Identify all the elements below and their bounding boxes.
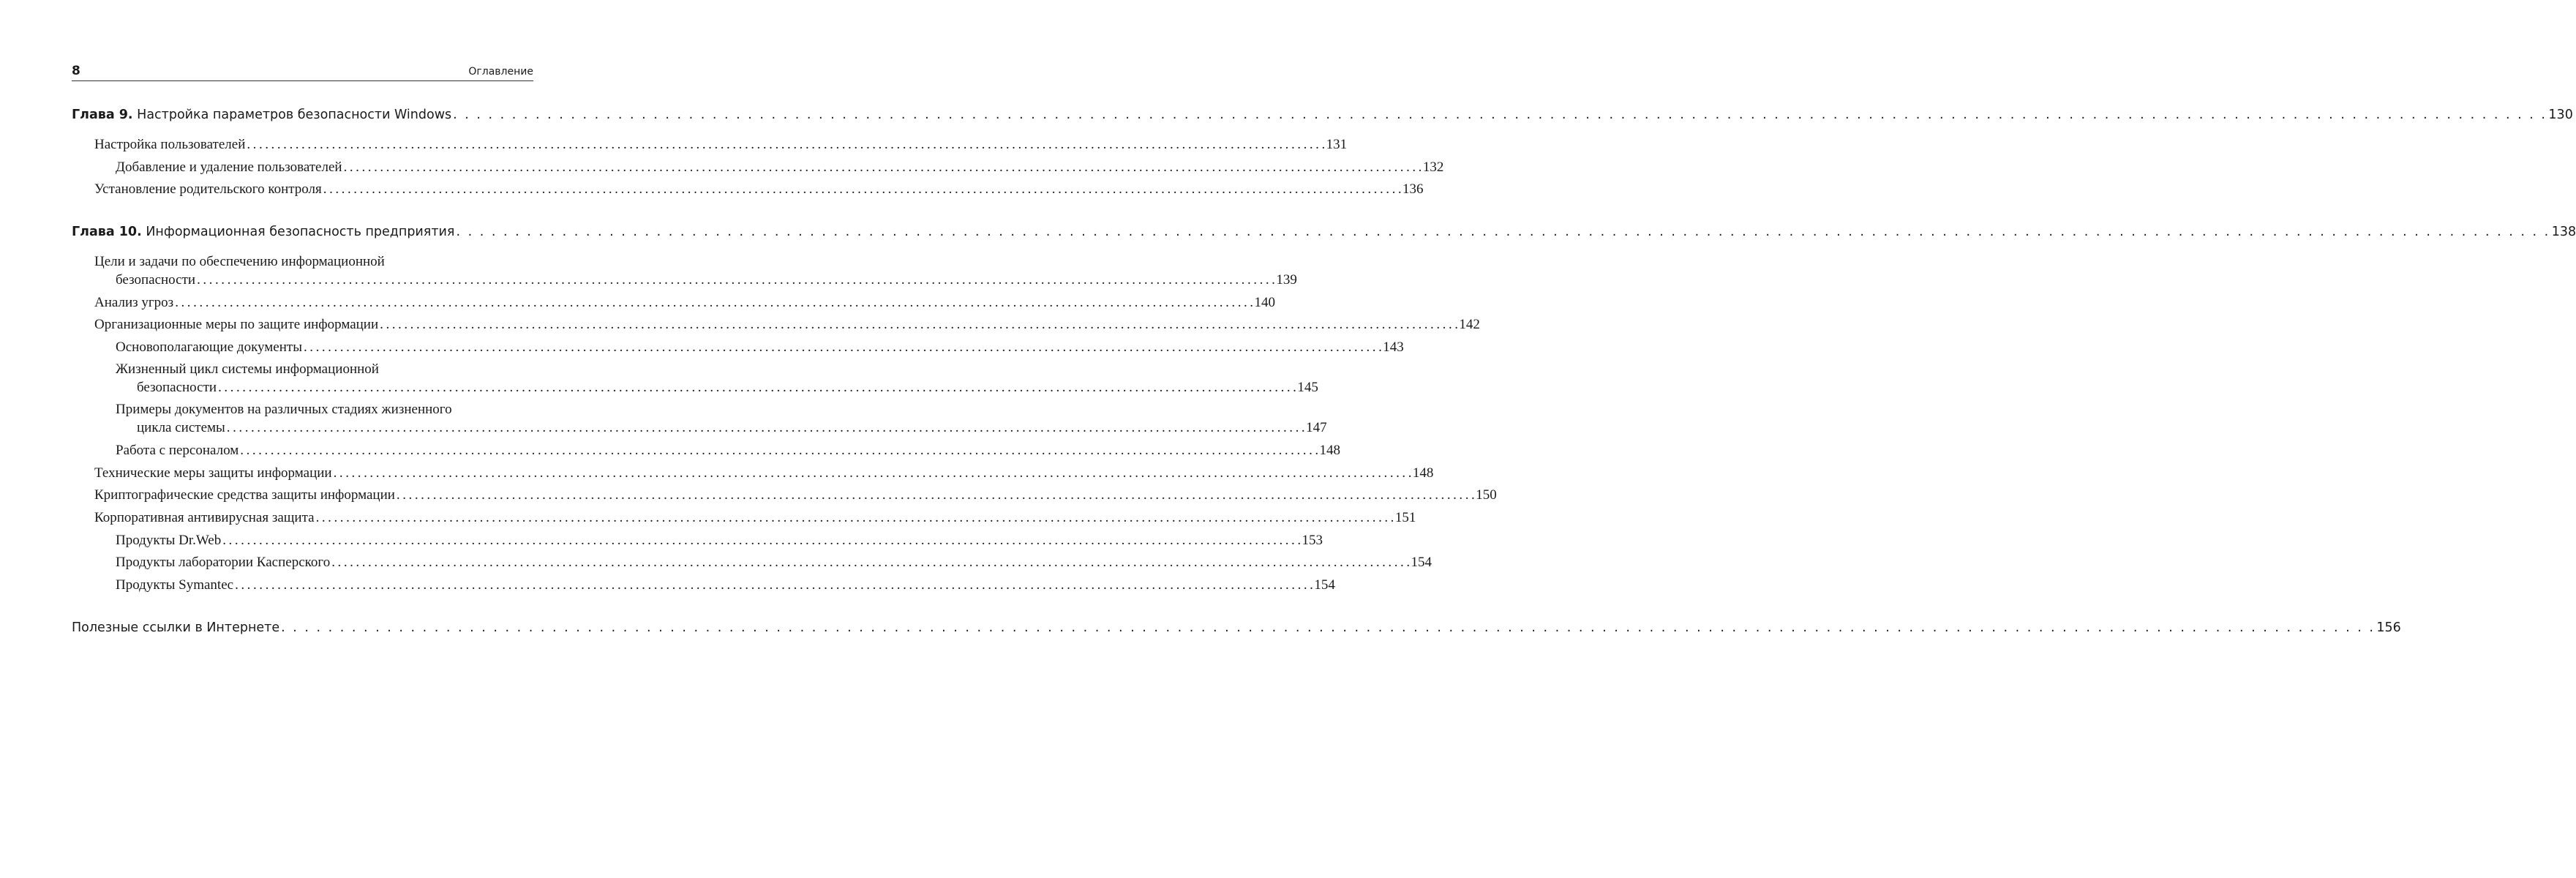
page-ref: 142 [1459,317,1480,332]
toc-entry[interactable] [137,379,1318,397]
dot-leader [235,577,1313,594]
page-ref: 140 [1254,295,1275,310]
running-title: Оглавление [468,66,533,78]
toc-chapter-9[interactable] [72,106,2573,124]
dot-leader [331,554,1409,571]
toc-entry-title: Настройка пользователей [94,137,246,152]
dot-leader [175,294,1253,312]
toc-entry-title: Установление родительского контроля [94,181,322,197]
toc-entry[interactable] [116,339,1404,356]
page-ref: 153 [1302,533,1323,548]
toc-chapter-10[interactable] [72,223,2576,241]
toc-appendix[interactable] [72,619,2401,637]
toc-entry-title: Добавление и удаление пользователей [116,160,342,175]
toc-entry-title: Работа с персоналом [116,443,239,458]
chapter-title: Информационная безопасность предприятия [146,225,455,239]
page-ref: 156 [2376,620,2401,635]
dot-leader [227,419,1304,437]
page-ref: 150 [1476,487,1497,503]
dot-leader [456,223,2550,241]
page-ref: 139 [1276,272,1297,288]
dot-leader [334,465,1411,482]
page-ref: 136 [1402,181,1424,197]
dot-leader [316,509,1394,527]
toc-entry[interactable] [116,577,1335,594]
chapter-title: Настройка параметров безопасности Windows [137,108,452,122]
toc-entry[interactable] [116,532,1323,549]
toc-entry-title [72,223,454,241]
dot-leader [453,106,2547,124]
toc-entry[interactable] [94,294,1275,312]
toc-entry-title: Продукты Symantec [116,577,234,593]
toc-entry[interactable] [94,316,1480,334]
dot-leader [397,487,1474,504]
toc-entry-title: Технические меры защиты информации [94,465,332,481]
toc-entry[interactable] [94,509,1416,527]
page-ref: 154 [1411,555,1432,570]
toc-entry-title-line1[interactable]: Жизненный цикл системы информационной [116,361,379,377]
page-ref: 138 [2551,225,2576,239]
page-ref: 132 [1422,160,1444,175]
toc-entry[interactable] [94,465,1434,482]
toc-entry-title: Организационные меры по защите информации [94,317,379,332]
dot-leader [304,339,1381,356]
page-ref: 145 [1297,380,1318,395]
toc-entry[interactable] [94,487,1497,504]
toc-entry-title: Корпоративная антивирусная защита [94,510,315,525]
dot-leader [380,316,1457,334]
dot-leader [323,181,1401,198]
toc-entry[interactable] [116,159,1444,176]
chapter-label: Глава 9. [72,108,133,122]
page-ref: 148 [1412,465,1434,481]
page-ref: 154 [1314,577,1335,593]
toc-entry-title-line1[interactable]: Цели и задачи по обеспечению информационной [94,254,385,269]
toc-entry[interactable] [116,554,1432,571]
dot-leader [240,442,1318,459]
dot-leader [218,379,1296,397]
page-ref: 143 [1383,339,1404,355]
toc-entry-title: цикла системы [137,420,225,435]
toc-entry[interactable] [94,136,1348,154]
page-ref: 148 [1319,443,1341,458]
toc-entry-title: Криптографические средства защиты информации [94,487,395,503]
toc-entry[interactable] [116,271,1297,289]
dot-leader [222,532,1300,549]
toc-entry-title-line1[interactable]: Примеры документов на различных стадиях жизненного [116,402,452,417]
toc-entry-title: Анализ угроз [94,295,174,310]
toc-entry[interactable] [94,181,1424,198]
chapter-label: Глава 10. [72,225,142,239]
toc-entry-title: безопасности [116,272,196,288]
dot-leader [281,619,2375,637]
toc-entry[interactable] [137,419,1327,437]
dot-leader [344,159,1422,176]
page-number: 8 [72,64,80,78]
header-rule [72,80,533,81]
toc-entry-title: Продукты лаборатории Касперского [116,555,331,570]
toc-entry-title: Продукты Dr.Web [116,533,222,548]
toc-entry-title: Полезные ссылки в Интернете [72,620,280,635]
toc-entry[interactable] [116,442,1341,459]
toc-entry-title: безопасности [137,380,217,395]
dot-leader [247,136,1324,154]
page-ref: 131 [1326,137,1348,152]
dot-leader [197,271,1274,289]
page-ref: 147 [1306,420,1327,435]
page-ref: 130 [2548,108,2573,122]
page-ref: 151 [1394,510,1416,525]
toc-entry-title [72,106,451,124]
toc-entry-title: Основополагающие документы [116,339,302,355]
